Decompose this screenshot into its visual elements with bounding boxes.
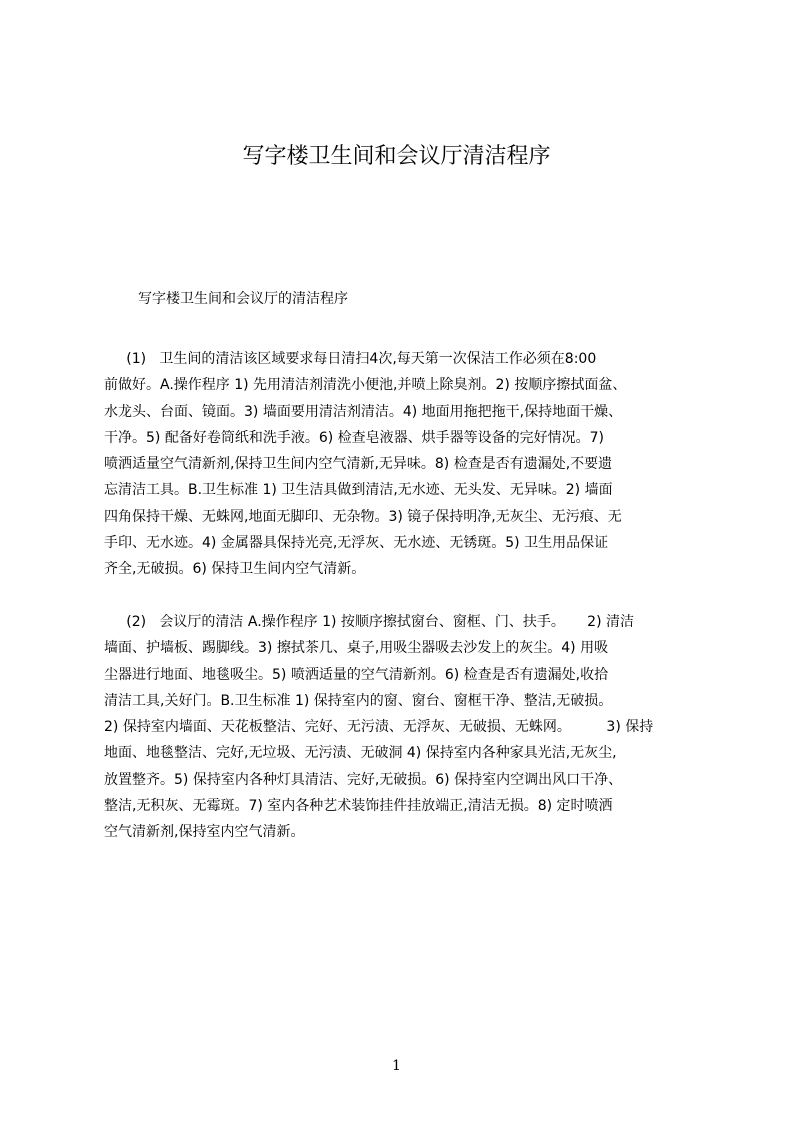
paragraph-line: 空气清新剂,保持室内空气清新。 xyxy=(104,824,305,841)
paragraph-line: 忘清洁工具。B.卫生标准 1) 卫生洁具做到清洁,无水迹、无头发、无异味。2) 墙面 xyxy=(104,482,613,499)
paragraph-line: (1) 卫生间的清洁该区域要求每日清扫4次,每天第一次保洁工作必须在8:00 xyxy=(104,351,597,367)
paragraph-line: (2) 会议厅的清洁 A.操作程序 1) 按顺序擦拭窗台、窗框、门、扶手。 2) 清洁 xyxy=(104,614,635,630)
paragraph-line: 放置整齐。5) 保持室内各种灯具清洁、完好,无破损。6) 保持室内空调出风口干净、 xyxy=(104,771,623,788)
paragraph-line: 齐全,无破损。6) 保持卫生间内空气清新。 xyxy=(104,561,366,578)
paragraph-line: 干净。5) 配备好卷筒纸和洗手液。6) 检查皂液器、烘手器等设备的完好情况。7) xyxy=(104,429,605,446)
paragraph-restroom-cleaning xyxy=(104,346,698,583)
paragraph-meeting-hall-cleaning xyxy=(104,609,698,846)
paragraph-line: 整洁,无积灰、无霉斑。7) 室内各种艺术装饰挂件挂放端正,清洁无损。8) 定时喷洒 xyxy=(104,798,613,815)
paragraph-line: 前做好。A.操作程序 1) 先用清洁剂清洗小便池,并喷上除臭剂。2) 按顺序擦拭面盆、 xyxy=(104,377,627,394)
paragraph-line: 喷洒适量空气清新剂,保持卫生间内空气清新,无异味。8) 检查是否有遗漏处,不要遗 xyxy=(104,456,613,473)
paragraph-line: 尘器进行地面、地毯吸尘。5) 喷洒适量的空气清新剂。6) 检查是否有遗漏处,收拾 xyxy=(104,666,609,683)
paragraph-line: 地面、地毯整洁、完好,无垃圾、无污渍、无破洞 4) 保持室内各种家具光洁,无灰尘, xyxy=(104,745,617,762)
document-title: 写字楼卫生间和会议厅清洁程序 xyxy=(242,144,551,169)
paragraph-line: 四角保持干燥、无蛛网,地面无脚印、无杂物。3) 镜子保持明净,无灰尘、无污痕、无 xyxy=(104,508,622,525)
paragraph-line: 清洁工具,关好门。B.卫生标准 1) 保持室内的窗、窗台、窗框干净、整洁,无破损。 xyxy=(104,692,613,709)
document-subtitle: 写字楼卫生间和会议厅的清洁程序 xyxy=(138,291,348,307)
paragraph-line: 墙面、护墙板、踢脚线。3) 擦拭茶几、桌子,用吸尘器吸去沙发上的灰尘。4) 用吸 xyxy=(104,640,609,657)
paragraph-line: 水龙头、台面、镜面。3) 墙面要用清洁剂清洁。4) 地面用拖把拖干,保持地面干燥、 xyxy=(104,403,623,420)
page-number: 1 xyxy=(392,1058,401,1074)
paragraph-line: 2) 保持室内墙面、天花板整洁、完好、无污渍、无浮灰、无破损、无蛛网。 3) 保持 xyxy=(104,719,654,736)
paragraph-line: 手印、无水迹。4) 金属器具保持光亮,无浮灰、无水迹、无锈斑。5) 卫生用品保证 xyxy=(104,535,609,552)
